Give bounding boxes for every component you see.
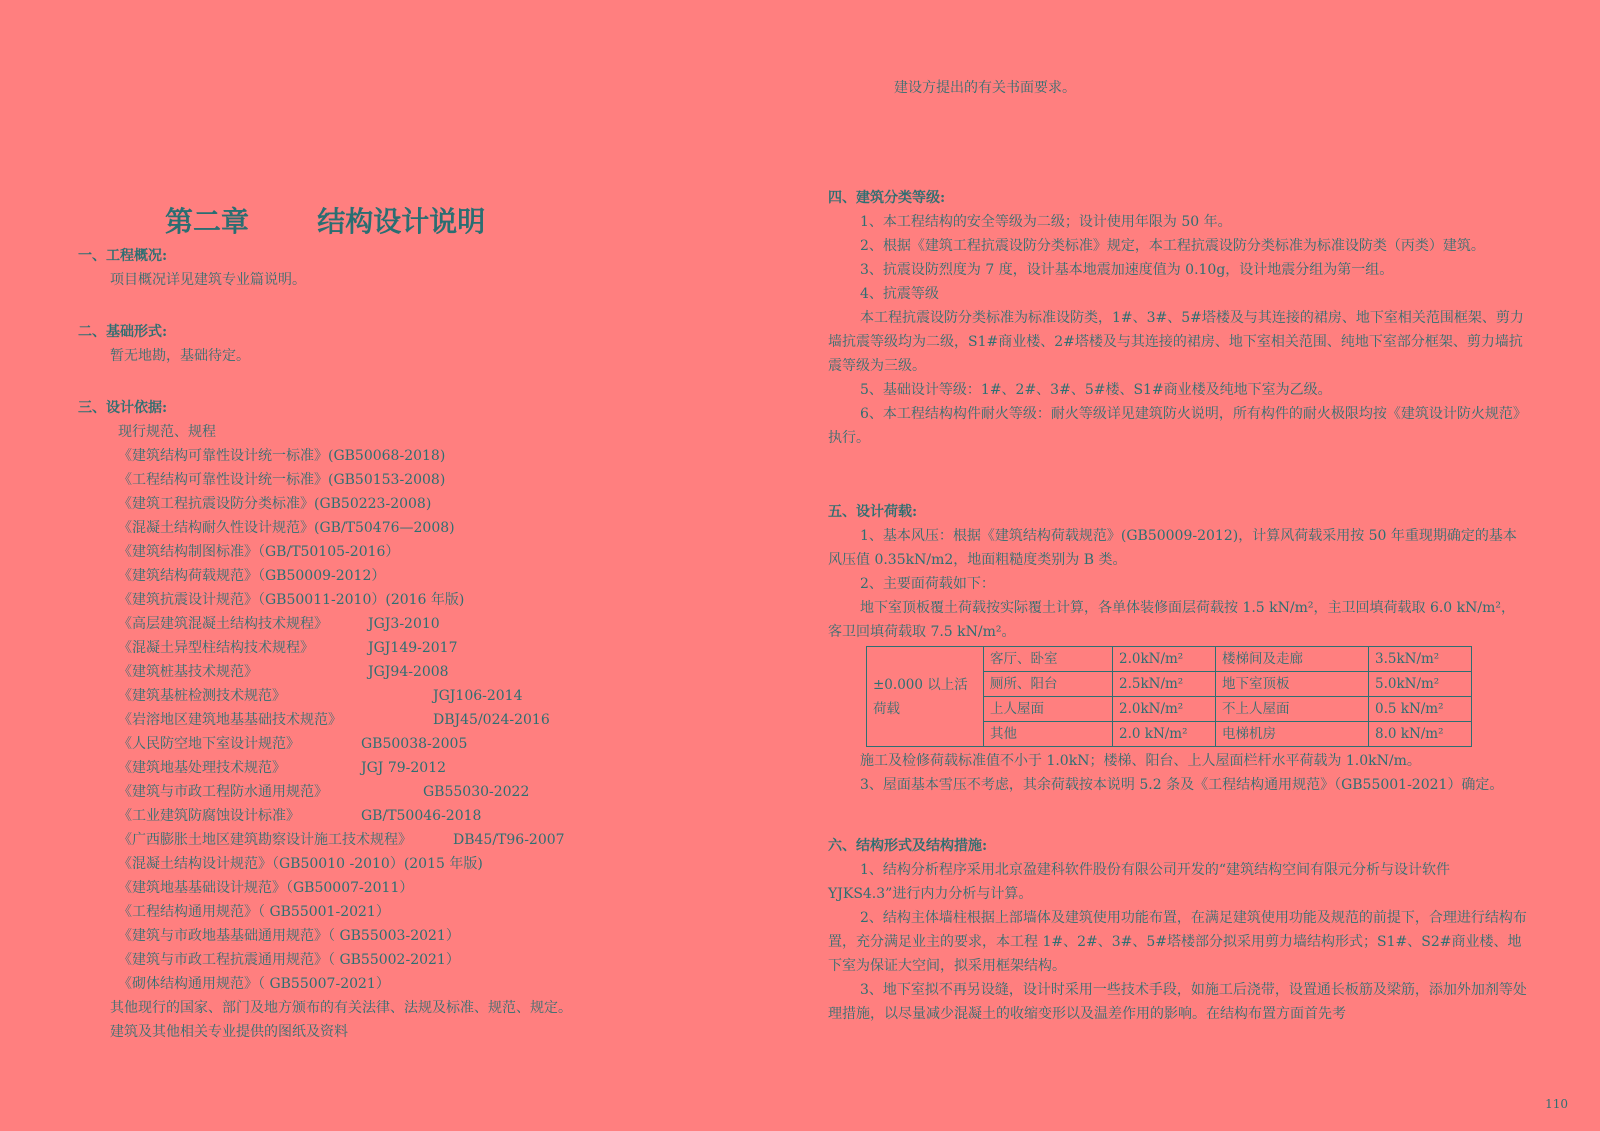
section-1-text: 项目概况详见建筑专业篇说明。 xyxy=(110,272,306,288)
reference-title: 《广西膨胀土地区建筑勘察设计施工技术规程》 xyxy=(118,832,412,848)
reference-code: JGJ94-2008 xyxy=(368,664,449,680)
right-page xyxy=(800,0,1600,1131)
section-5-p1: 1、基本风压：根据《建筑结构荷载规范》(GB50009-2012)，计算风荷载采用按 50 年重现期确定的基本风压值 0.35kN/m2，地面粗糙度类别为 B 类。 xyxy=(828,528,1517,568)
reference-title: 《建筑地基处理技术规范》 xyxy=(118,760,286,776)
reference-title: 《建筑工程抗震设防分类标准》(GB50223-2008) xyxy=(118,496,432,512)
section-4-p1: 1、本工程结构的安全等级为二级；设计使用年限为 50 年。 xyxy=(860,214,1232,230)
reference-item xyxy=(78,612,778,636)
reference-item xyxy=(78,948,778,972)
reference-title: 《建筑与市政地基基础通用规范》（ GB55003-2021） xyxy=(118,928,460,944)
reference-title: 《岩溶地区建筑地基基础技术规范》 xyxy=(118,712,342,728)
reference-title: 《建筑桩基技术规范》 xyxy=(118,664,258,680)
section-6-p2: 2、结构主体墙柱根据上部墙体及建筑使用功能布置，在满足建筑使用功能及规范的前提下，合理进行结构布置，充分满足业主的要求，本工程 1#、2#、3#、5#塔楼部分拟采用剪力墙结构形式；S1#、S2#商业楼、地下室为保证大空间，拟采用框架结构。 xyxy=(828,910,1527,974)
section-5-p5: 3、屋面基本雪压不考虑，其余荷载按本说明 5.2 条及《工程结构通用规范》（GB55001-2021）确定。 xyxy=(860,777,1504,793)
reference-title: 《工程结构可靠性设计统一标准》(GB50153-2008) xyxy=(118,472,446,488)
reference-item xyxy=(78,564,778,588)
reference-item xyxy=(78,732,778,756)
section-1-heading: 一、工程概况: xyxy=(78,248,168,264)
reference-item xyxy=(78,516,778,540)
section-3-heading: 三、设计依据: xyxy=(78,400,168,416)
section-5 xyxy=(828,500,1528,797)
section-2-heading: 二、基础形式: xyxy=(78,324,168,340)
reference-code: JGJ3-2010 xyxy=(368,616,440,632)
reference-title: 《建筑结构可靠性设计统一标准》(GB50068-2018) xyxy=(118,448,446,464)
reference-code: DB45/T96-2007 xyxy=(453,832,565,848)
reference-title: 《混凝土结构设计规范》（GB50010 -2010）(2015 年版) xyxy=(118,856,483,872)
reference-item xyxy=(78,828,778,852)
section-4-p3: 3、抗震设防烈度为 7 度，设计基本地震加速度值为 0.10g，设计地震分组为第一组。 xyxy=(860,262,1394,278)
reference-title: 《砌体结构通用规范》（ GB55007-2021） xyxy=(118,976,390,992)
section-4-p5: 本工程抗震设防分类标准为标准设防类，1#、3#、5#塔楼及与其连接的裙房、地下室相关范围框架、剪力墙抗震等级均为二级，S1#商业楼、2#塔楼及与其连接的裙房、地下室相关范围、纯地下室部分框架、剪力墙抗震等级为三级。 xyxy=(828,310,1524,374)
table-cell: 厕所、阳台 xyxy=(984,672,1113,697)
table-cell: 地下室顶板 xyxy=(1216,672,1369,697)
reference-code: JGJ 79-2012 xyxy=(361,760,447,776)
page-number: 110 xyxy=(1545,1097,1568,1111)
reference-list xyxy=(78,444,778,996)
reference-item xyxy=(78,540,778,564)
reference-item xyxy=(78,780,778,804)
section-1 xyxy=(78,244,778,292)
reference-title: 《建筑地基基础设计规范》（GB50007-2011） xyxy=(118,880,414,896)
reference-item xyxy=(78,804,778,828)
reference-item xyxy=(78,468,778,492)
section-4-p6: 5、基础设计等级：1#、2#、3#、5#楼、S1#商业楼及纯地下室为乙级。 xyxy=(860,382,1332,398)
section-5-heading: 五、设计荷载: xyxy=(828,504,918,520)
reference-title: 《人民防空地下室设计规范》 xyxy=(118,736,300,752)
table-cell: 2.0kN/m² xyxy=(1113,697,1216,722)
table-cell: 8.0 kN/m² xyxy=(1369,722,1472,747)
section-6-p1: 1、结构分析程序采用北京盈建科软件股份有限公司开发的“建筑结构空间有限元分析与设计软件 YJKS4.3”进行内力分析与计算。 xyxy=(828,862,1451,902)
reference-title: 《建筑与市政工程防水通用规范》 xyxy=(118,784,328,800)
table-cell: 上人屋面 xyxy=(984,697,1113,722)
reference-title: 《工程结构通用规范》（ GB55001-2021） xyxy=(118,904,390,920)
section-3-tail-2: 建筑及其他相关专业提供的图纸及资料 xyxy=(110,1024,348,1040)
section-4-p2: 2、根据《建筑工程抗震设防分类标准》规定，本工程抗震设防分类标准为标准设防类（丙类）建筑。 xyxy=(860,238,1485,254)
section-3-intro: 现行规范、规程 xyxy=(118,424,216,440)
section-5-p3: 地下室顶板覆土荷载按实际覆土计算，各单体装修面层荷载按 1.5 kN/m²，主卫回填荷载取 6.0 kN/m²，客卫回填荷载取 7.5 kN/m²。 xyxy=(828,600,1516,640)
reference-code: GB50038-2005 xyxy=(361,736,468,752)
load-table-wrap xyxy=(828,646,1528,747)
section-6-heading: 六、结构形式及结构措施: xyxy=(828,838,988,854)
section-4-heading: 四、建筑分类等级: xyxy=(828,190,946,206)
chapter-title: 第二章 结构设计说明 xyxy=(165,205,486,238)
reference-item xyxy=(78,852,778,876)
section-6 xyxy=(828,834,1528,1026)
table-cell: 5.0kN/m² xyxy=(1369,672,1472,697)
reference-item xyxy=(78,660,778,684)
reference-title: 《建筑抗震设计规范》（GB50011-2010）(2016 年版) xyxy=(118,592,465,608)
reference-item xyxy=(78,636,778,660)
table-cell: 电梯机房 xyxy=(1216,722,1369,747)
reference-item xyxy=(78,708,778,732)
section-4 xyxy=(828,186,1528,450)
top-line-text: 建设方提出的有关书面要求。 xyxy=(894,80,1076,96)
table-cell: 客厅、卧室 xyxy=(984,647,1113,672)
section-2-text: 暂无地勘，基础待定。 xyxy=(110,348,250,364)
reference-title: 《建筑结构制图标准》（GB/T50105-2016） xyxy=(118,544,400,560)
table-cell: 其他 xyxy=(984,722,1113,747)
reference-code: JGJ106-2014 xyxy=(433,688,523,704)
reference-code: JGJ149-2017 xyxy=(368,640,458,656)
reference-title: 《建筑基桩检测技术规范》 xyxy=(118,688,286,704)
section-3-tail-1: 其他现行的国家、部门及地方颁布的有关法律、法规及标准、规范、规定。 xyxy=(110,1000,572,1016)
reference-code: DBJ45/024-2016 xyxy=(433,712,550,728)
reference-item xyxy=(78,492,778,516)
reference-item xyxy=(78,972,778,996)
reference-item xyxy=(78,876,778,900)
reference-title: 《混凝土结构耐久性设计规范》(GB/T50476—2008) xyxy=(118,520,455,536)
reference-title: 《高层建筑混凝土结构技术规程》 xyxy=(118,616,328,632)
reference-code: GB55030-2022 xyxy=(423,784,530,800)
reference-item xyxy=(78,684,778,708)
table-row xyxy=(867,647,1472,672)
section-2 xyxy=(78,320,778,368)
table-cell: 楼梯间及走廊 xyxy=(1216,647,1369,672)
section-5-p4: 施工及检修荷载标准值不小于 1.0kN；楼梯、阳台、上人屋面栏杆水平荷载为 1.0kN/m。 xyxy=(860,753,1421,769)
table-cell: 2.5kN/m² xyxy=(1113,672,1216,697)
reference-item xyxy=(78,924,778,948)
table-cell: 3.5kN/m² xyxy=(1369,647,1472,672)
reference-title: 《混凝土异型柱结构技术规程》 xyxy=(118,640,314,656)
section-4-p4: 4、抗震等级 xyxy=(860,286,939,302)
reference-title: 《工业建筑防腐蚀设计标准》 xyxy=(118,808,300,824)
reference-item xyxy=(78,900,778,924)
reference-item xyxy=(78,756,778,780)
reference-title: 《建筑与市政工程抗震通用规范》（ GB55002-2021） xyxy=(118,952,460,968)
load-table xyxy=(866,646,1472,747)
reference-item xyxy=(78,444,778,468)
table-cell: 不上人屋面 xyxy=(1216,697,1369,722)
section-4-p7: 6、本工程结构构件耐火等级：耐火等级详见建筑防火说明，所有构件的耐火极限均按《建筑设计防火规范》执行。 xyxy=(828,406,1527,446)
reference-title: 《建筑结构荷载规范》（GB50009-2012） xyxy=(118,568,386,584)
section-3 xyxy=(78,396,778,1044)
section-5-p2: 2、主要面荷载如下： xyxy=(860,576,995,592)
table-cell: 0.5 kN/m² xyxy=(1369,697,1472,722)
top-line xyxy=(862,76,1562,100)
table-group-label: ±0.000 以上活荷载 xyxy=(867,647,984,747)
table-cell: 2.0kN/m² xyxy=(1113,647,1216,672)
reference-code: GB/T50046-2018 xyxy=(361,808,482,824)
table-cell: 2.0 kN/m² xyxy=(1113,722,1216,747)
section-6-p3: 3、地下室拟不再另设缝，设计时采用一些技术手段，如施工后浇带，设置通长板筋及梁筋，添加外加剂等处理措施，以尽量减少混凝土的收缩变形以及温差作用的影响。在结构布置方面首先考 xyxy=(828,982,1527,1022)
reference-item xyxy=(78,588,778,612)
